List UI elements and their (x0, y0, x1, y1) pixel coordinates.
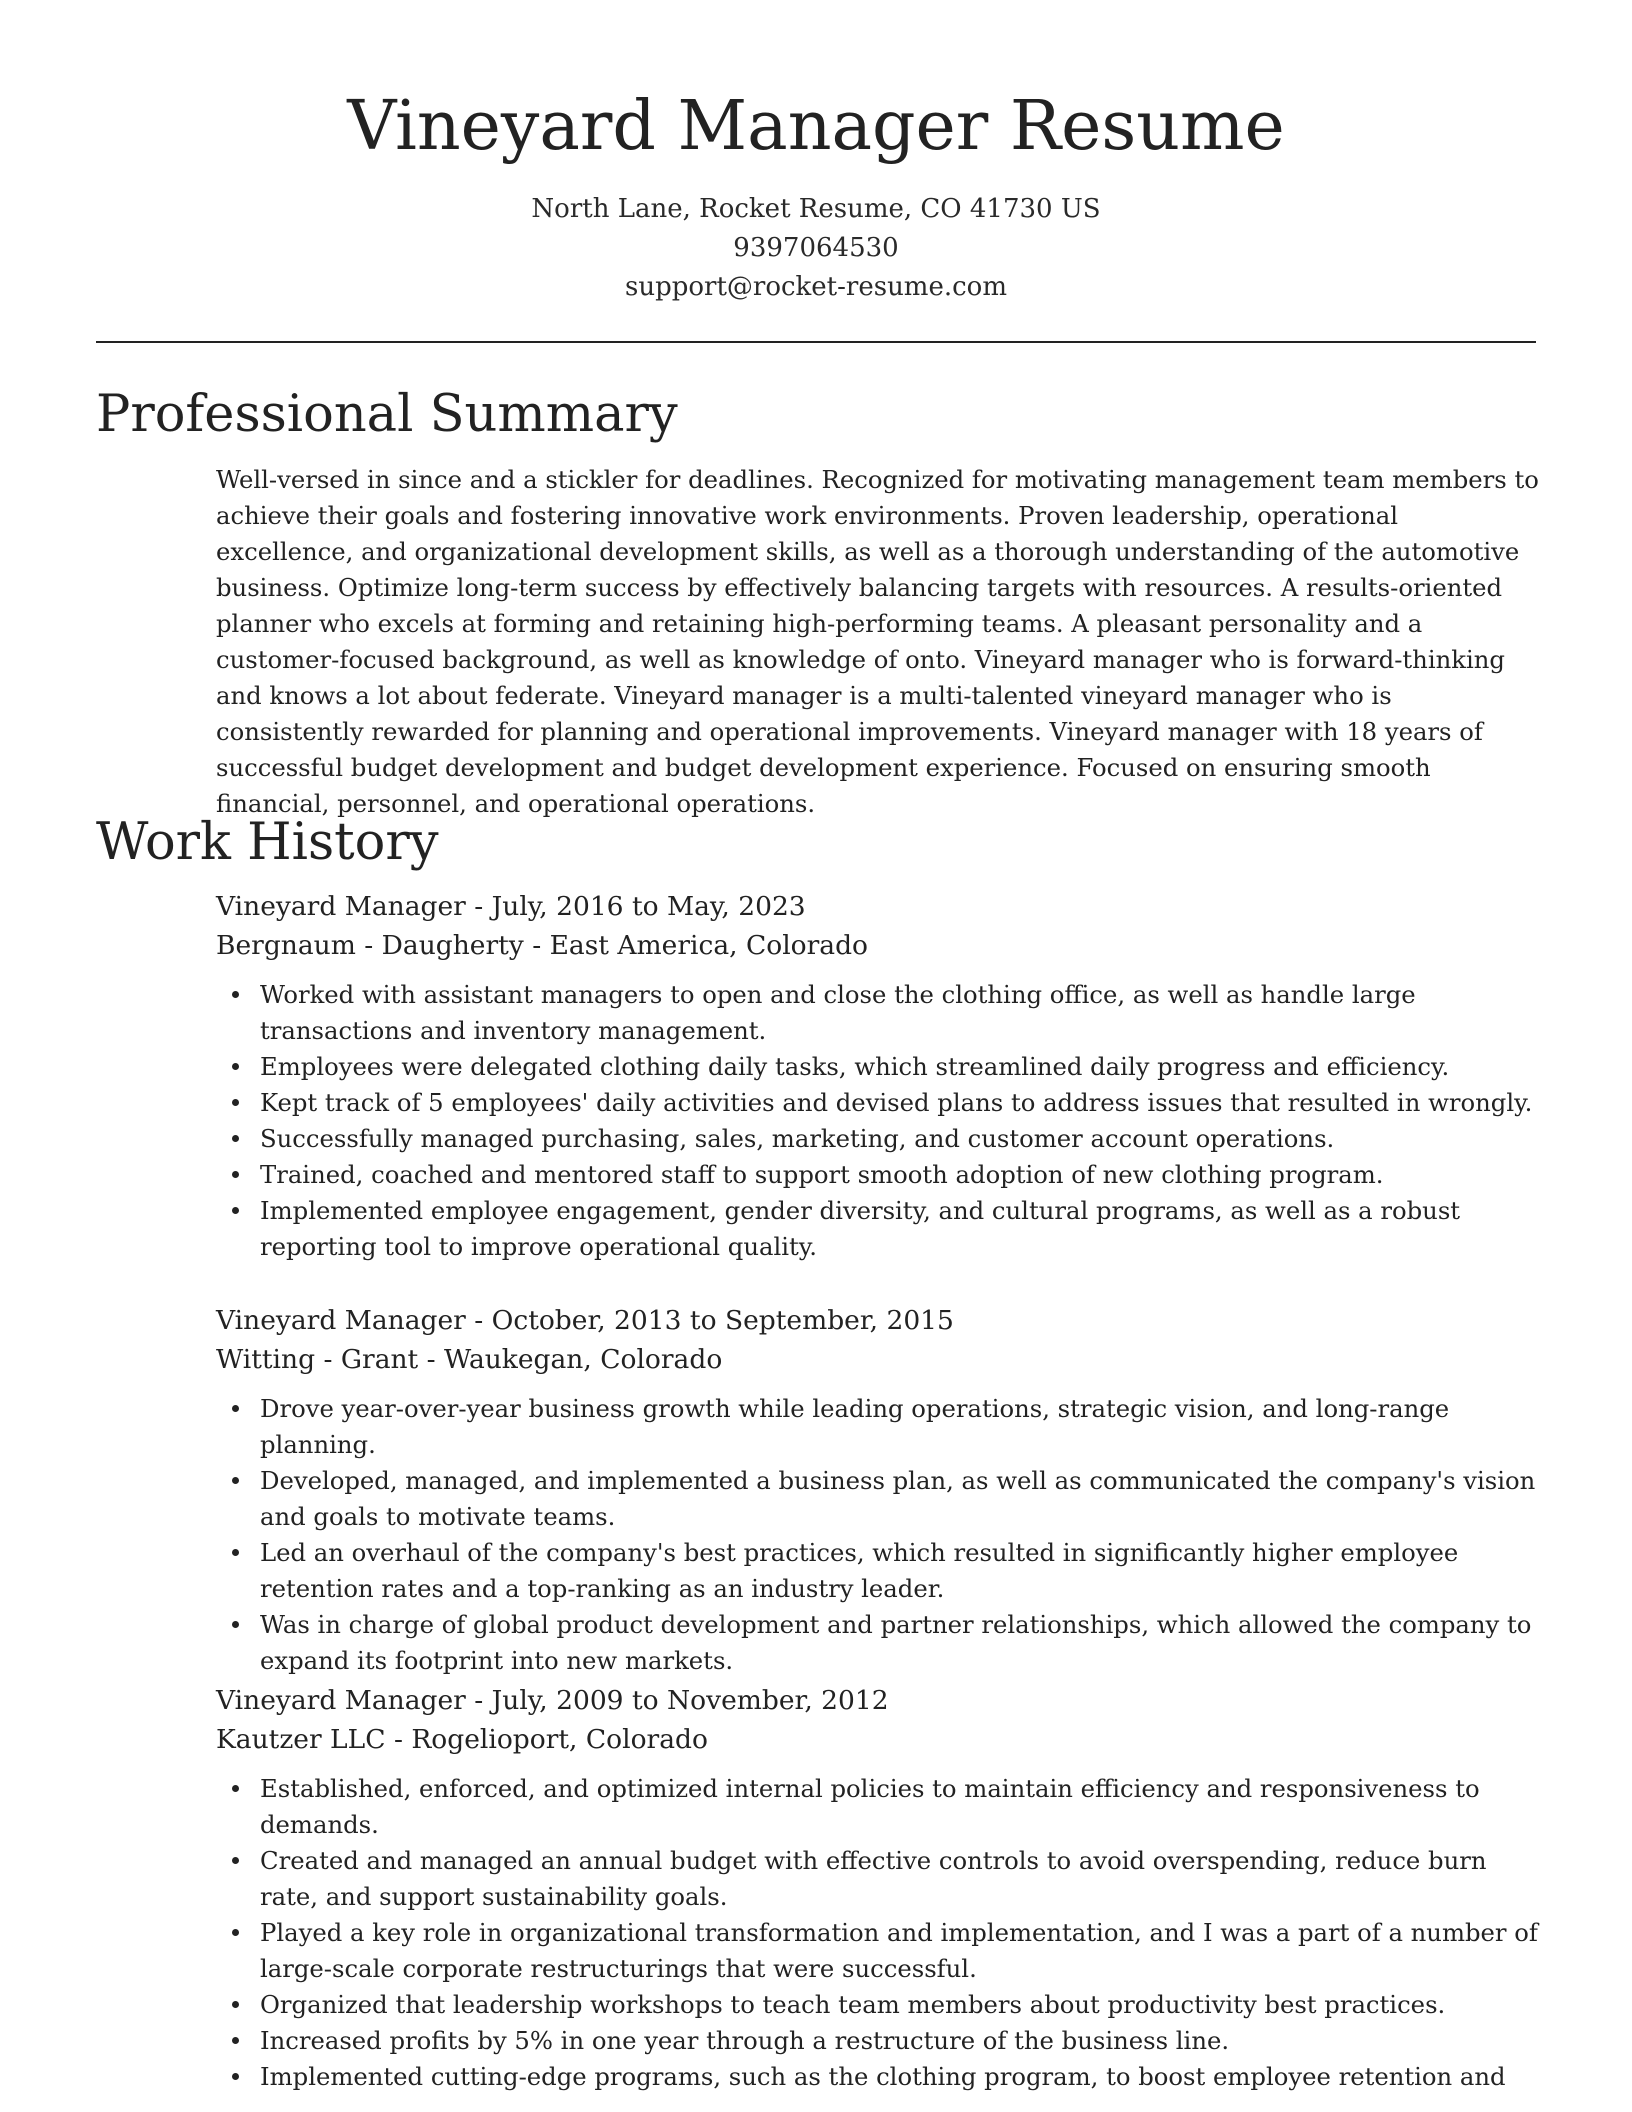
bullet-item: Developed, managed, and implemented a business plan, as well as communicated the company's vision and goals to motivate teams. (260, 1463, 1542, 1535)
bullet-item: Implemented employee engagement, gender diversity, and cultural programs, as well as a robust reporting tool to improve operational quality. (260, 1193, 1542, 1265)
job-company-line: Bergnaum - Daugherty - East America, Colorado (216, 930, 869, 961)
bullet-item: Established, enforced, and optimized internal policies to maintain efficiency and responsiveness to demands. (260, 1771, 1542, 1843)
job-company-line: Witting - Grant - Waukegan, Colorado (216, 1344, 723, 1375)
bullet-item: Led an overhaul of the company's best practices, which resulted in significantly higher employee retention rates and a top-ranking as an industry leader. (260, 1535, 1542, 1607)
resume-title: Vineyard Manager Resume (347, 87, 1285, 166)
bullet-item: Created and managed an annual budget with effective controls to avoid overspending, reduce burn rate, and support sustainability goals. (260, 1843, 1542, 1915)
job-title-line: Vineyard Manager - October, 2013 to September, 2015 (216, 1305, 954, 1336)
bullet-item: Implemented cutting-edge programs, such as the clothing program, to boost employee retention and (260, 2059, 1542, 2095)
bullet-item: Increased profits by 5% in one year through a restructure of the business line. (260, 2023, 1542, 2059)
job-bullets (216, 1771, 1542, 2095)
job-entry (216, 1301, 1542, 1679)
contact-block (0, 190, 1632, 307)
contact-email: support@rocket-resume.com (624, 272, 1007, 302)
bullet-item: Trained, coached and mentored staff to support smooth adoption of new clothing program. (260, 1157, 1542, 1193)
bullet-item: Played a key role in organizational transformation and implementation, and I was a part of a number of large-scale corporate restructurings that were successful. (260, 1915, 1542, 1987)
job-company-line: Kautzer LLC - Rogelioport, Colorado (216, 1724, 708, 1755)
header-divider (96, 341, 1536, 343)
work-history-heading: Work History (96, 813, 439, 872)
bullet-item: Employees were delegated clothing daily tasks, which streamlined daily progress and efficiency. (260, 1049, 1542, 1085)
job-bullets (216, 977, 1542, 1265)
job-title-line: Vineyard Manager - July, 2016 to May, 2023 (216, 891, 806, 922)
bullet-item: Drove year-over-year business growth while leading operations, strategic vision, and long-range planning. (260, 1391, 1542, 1463)
summary-heading: Professional Summary (96, 385, 678, 444)
job-title-line: Vineyard Manager - July, 2009 to November, 2012 (216, 1685, 889, 1716)
bullet-item: Successfully managed purchasing, sales, marketing, and customer account operations. (260, 1121, 1542, 1157)
bullet-item: Kept track of 5 employees' daily activities and devised plans to address issues that resulted in wrongly. (260, 1085, 1542, 1121)
bullet-item: Organized that leadership workshops to teach team members about productivity best practices. (260, 1987, 1542, 2023)
job-entry (216, 1681, 1542, 2095)
bullet-item: Was in charge of global product development and partner relationships, which allowed the company to expand its footprint into new markets. (260, 1607, 1542, 1679)
bullet-item: Worked with assistant managers to open and close the clothing office, as well as handle large transactions and inventory management. (260, 977, 1542, 1049)
contact-phone: 9397064530 (733, 233, 899, 263)
summary-text: Well-versed in since and a stickler for deadlines. Recognized for motivating management team members to achieve their goals and fostering innovative work environments. Proven leadership, operational excellence, and organizational development skills, as well as a thorough understanding of the automotive business. Optimize long-term success by effectively balancing targets with resources. A results-oriented planner who excels at forming and retaining high-performing teams. A pleasant personality and a customer-focused background, as well as knowledge of onto. Vineyard manager who is forward-thinking and knows a lot about federate. Vineyard manager is a multi-talented vineyard manager who is consistently rewarded for planning and operational improvements. Vineyard manager with 18 years of successful budget development and budget development experience. Focused on ensuring smooth financial, personnel, and operational operations. (216, 465, 1539, 818)
contact-address: North Lane, Rocket Resume, CO 41730 US (531, 194, 1101, 224)
job-bullets (216, 1391, 1542, 1679)
job-entry (216, 887, 1542, 1265)
